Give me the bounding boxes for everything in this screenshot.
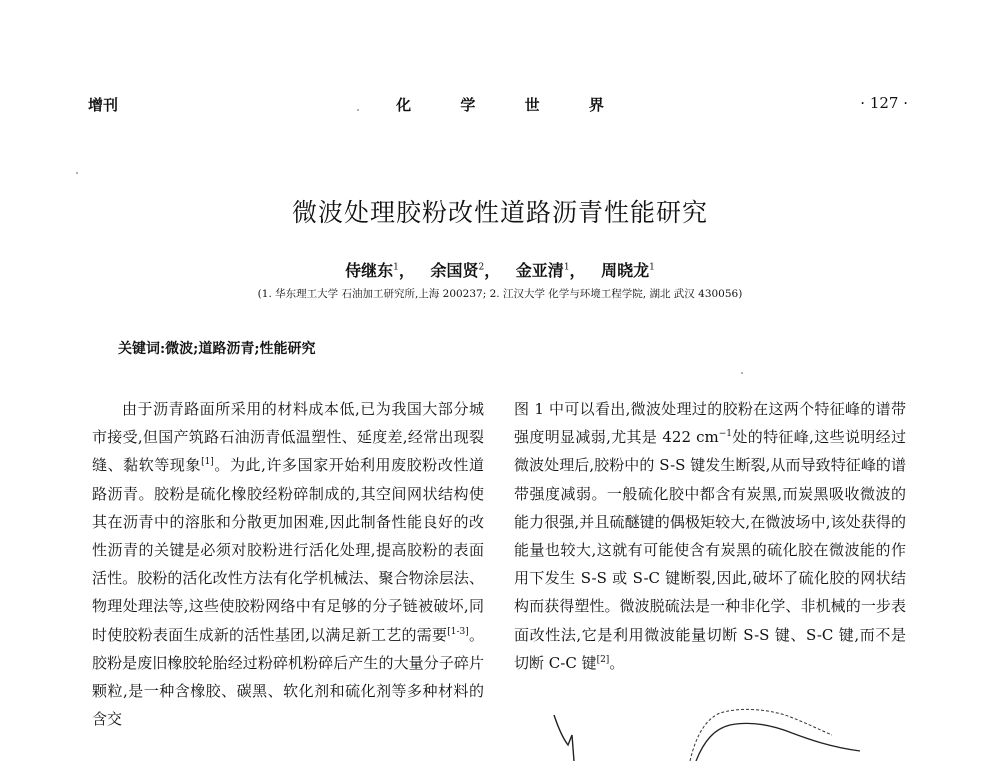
author: 侍继东$^1$， [345,261,415,280]
body-column-left [92,395,484,733]
page-number: · 127 · [860,94,908,112]
citation: [1] [201,457,214,468]
journal-name: 化 学 世 界 [396,96,626,114]
author: 余国贤$^2$， [430,261,501,280]
paragraph: 图 1 中可以看出,微波处理过的胶粉在这两个特征峰的谱带强度明显减弱,尤其是 422 $cm^{-1}$处的特征峰,这些说明经过微波处理后,胶粉中的 S-S 键发生断裂,从而导致特征峰的谱带强度减弱。一般硫化胶中都含有炭黑,而炭黑吸收微波的能力很强,并且硫醚键的偶极矩较大,在微波场中,该处获得的能量也较大,这就有可能使含有炭黑的硫化胶在微波能的作用下发生 S-S 或 S-C 键断裂,因此,破坏了硫化胶的网状结构而获得塑性。微波脱硫法是一种非化学、非机械的一步表面改性法,它是利用微波能量切断 S-S 键、S-C 键,而不是切断 C-C 键[2]。 [514,400,906,672]
citation: [2] [596,654,610,665]
spectrum-curve [696,723,860,761]
author: 金亚清$^1$， [515,261,586,280]
spectrum-figure-fragment [540,705,920,761]
scan-speck [741,372,743,374]
author-list [0,258,1000,281]
citation: [1-3] [447,626,469,637]
author: 周晓龙$^1$ [601,261,655,280]
affiliations: (1. 华东理工大学 石油加工研究所,上海 200237; 2. 江汉大学 化学与环境工程学院, 湖北 武汉 430056) [257,288,743,300]
scan-speck [76,172,78,174]
paper-title: 微波处理胶粉改性道路沥青性能研究 [291,198,708,227]
spectrum-curve [554,715,574,761]
paragraph: 由于沥青路面所采用的材料成本低,已为我国大部分城市接受,但国产筑路石油沥青低温塑性、延度差,经常出现裂缝、黏软等现象[1]。为此,许多国家开始利用废胶粉改性道路沥青。胶粉是硫化橡胶经粉碎制成的,其空间网状结构使其在沥青中的溶胀和分散更加困难,因此制备性能良好的改性沥青的关键是必须对胶粉进行活化处理,提高胶粉的表面活性。胶粉的活化改性方法有化学机械法、聚合物涂层法、物理处理法等,这些使胶粉网络中有足够的分子链被破坏,同时使胶粉表面生成新的活性基团,以满足新工艺的需要[1-3]。胶粉是废旧橡胶轮胎经过粉碎机粉碎后产生的大量分子碎片颗粒,是一种含橡胶、碳黑、软化剂和硫化剂等多种材料的含交 [92,400,484,729]
keywords: 关键词:微波;道路沥青;性能研究 [118,341,316,357]
running-head-left: 增刊 [88,96,119,114]
body-column-right [514,395,906,677]
scan-speck [357,109,359,111]
